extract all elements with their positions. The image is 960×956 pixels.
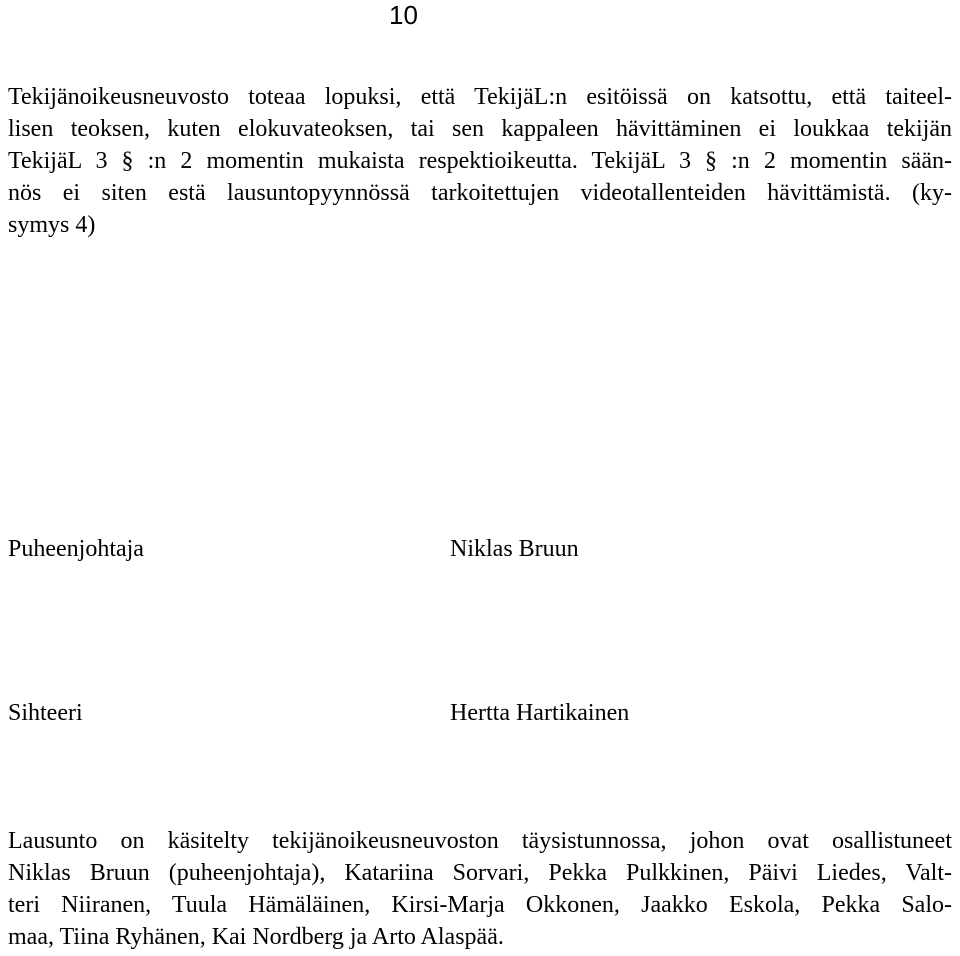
paragraph-line: Niklas Bruun (puheenjohtaja), Katariina Sorvari, Pekka Pulkkinen, Päivi Liedes, Valt- xyxy=(8,860,952,886)
paragraph-line: teri Niiranen, Tuula Hämäläinen, Kirsi-Marja Okkonen, Jaakko Eskola, Pekka Salo- xyxy=(8,892,952,918)
page-number: 10 xyxy=(389,0,418,30)
paragraph-line: symys 4) xyxy=(8,212,96,238)
chair-name: Niklas Bruun xyxy=(450,536,579,562)
paragraph-line: lisen teoksen, kuten elokuvateoksen, tai sen kappaleen hävittäminen ei loukkaa tekijän xyxy=(8,116,952,142)
paragraph-line: Lausunto on käsitelty tekijänoikeusneuvoston täysistunnossa, johon ovat osallistuneet xyxy=(8,828,952,854)
paragraph-line: TekijäL 3 § :n 2 momentin mukaista respektioikeutta. TekijäL 3 § :n 2 momentin sään- xyxy=(8,148,952,174)
chair-role: Puheenjohtaja xyxy=(8,536,144,562)
paragraph-line: maa, Tiina Ryhänen, Kai Nordberg ja Arto Alaspää. xyxy=(8,924,504,950)
paragraph-line: nös ei siten estä lausuntopyynnössä tarkoitettujen videotallenteiden hävittämistä. (ky- xyxy=(8,180,952,206)
paragraph-line: Tekijänoikeusneuvosto toteaa lopuksi, että TekijäL:n esitöissä on katsottu, että taiteel- xyxy=(8,84,952,110)
secretary-name: Hertta Hartikainen xyxy=(450,700,630,726)
secretary-role: Sihteeri xyxy=(8,700,83,726)
